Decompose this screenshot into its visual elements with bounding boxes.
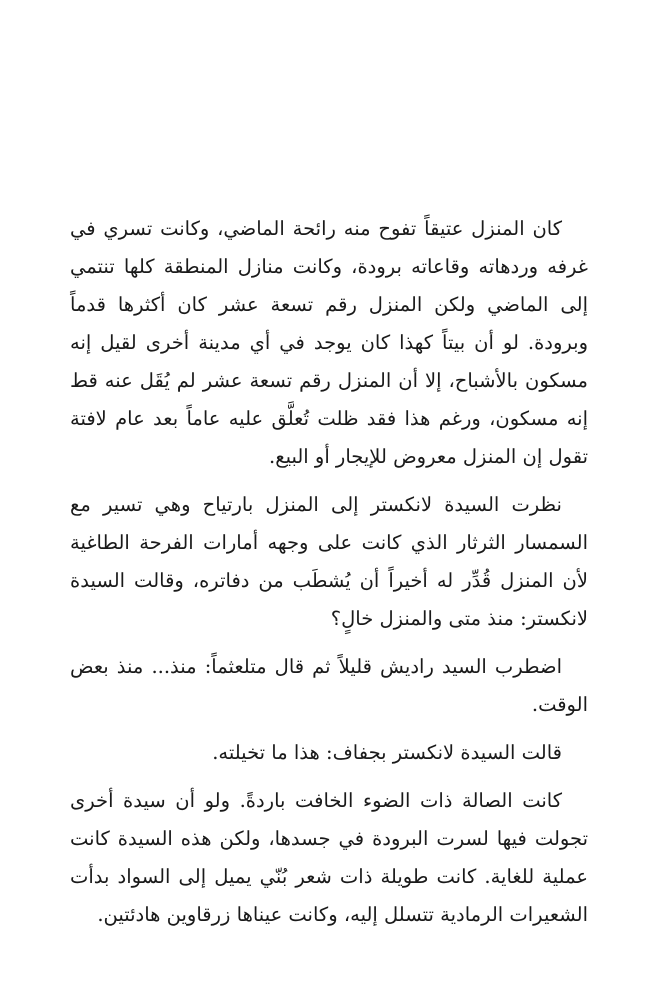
paragraph-hall-description: كانت الصالة ذات الضوء الخافت باردةً. ولو أن سيدة أخرى تجولت فيها لسرت البرودة في جسدها، ولكن هذه السيدة كانت عملية للغاية. كانت طويلة ذات شعر بُنّي يميل إلى السواد بدأت الشعيرات الرمادية تتسلل إليه، وكانت عيناها زرقاوين هادئتين.	[70, 789, 588, 926]
paragraph-gap	[70, 772, 588, 782]
paragraph-lancaster-dry-reply: قالت السيدة لانكستر بجفاف: هذا ما تخيلته.	[212, 741, 562, 764]
paragraph-gap	[70, 638, 588, 648]
paragraph-mr-radish-reply: اضطرب السيد راديش قليلاً ثم قال متلعثماً: منذ... منذ بعض الوقت.	[70, 655, 588, 716]
paragraph-gap	[70, 724, 588, 734]
book-page	[70, 210, 588, 934]
paragraph-gap	[70, 476, 588, 486]
paragraph-mrs-lancaster-looks: نظرت السيدة لانكستر إلى المنزل بارتياح وهي تسير مع السمسار الثرثار الذي كانت على وجهه أمارات الفرحة الطاغية لأن المنزل قُدِّر له أخيراً أن يُشطَب من دفاتره، وقالت السيدة لانكستر: منذ متى والمنزل خالٍ؟	[70, 493, 588, 630]
paragraph-house-description: كان المنزل عتيقاً تفوح منه رائحة الماضي، وكانت تسري في غرفه وردهاته وقاعاته برودة، وكانت منازل المنطقة كلها تنتمي إلى الماضي ولكن المنزل رقم تسعة عشر كان أكثرها قدماً وبرودة. لو أن بيتاً كهذا كان يوجد في أي مدينة أخرى لقيل إنه مسكون بالأشباح، إلا أن المنزل رقم تسعة عشر لم يُقَل عنه قط إنه مسكون، ورغم هذا فقد ظلت تُعلَّق عليه عاماً بعد عام لافتة تقول إن المنزل معروض للإيجار أو البيع.	[70, 217, 588, 468]
